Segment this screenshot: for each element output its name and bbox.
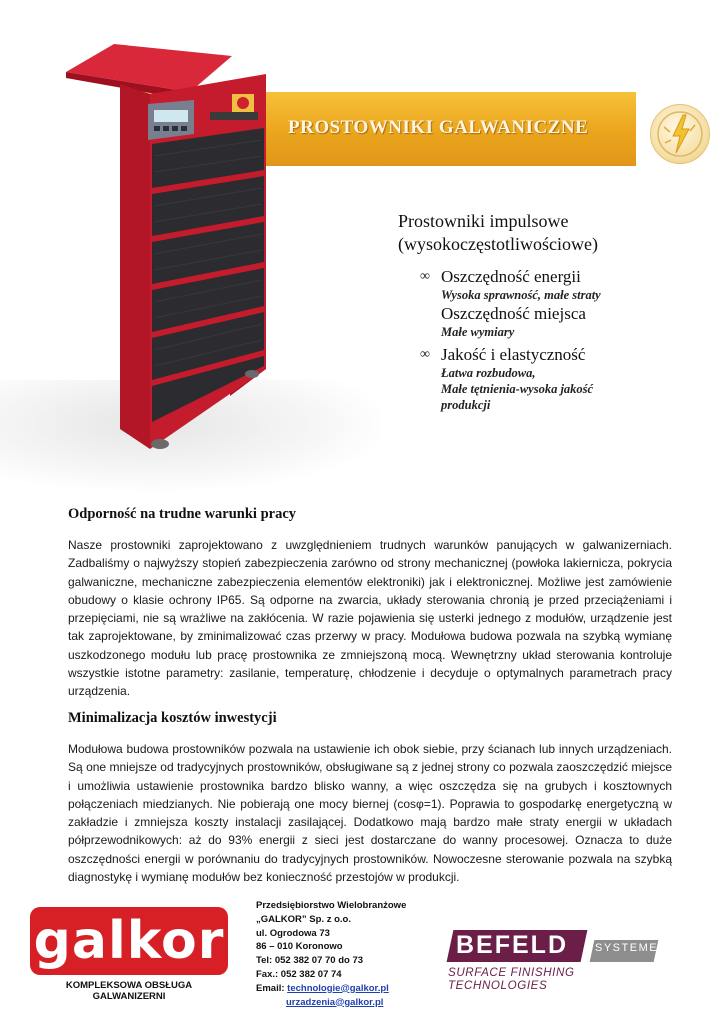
feature-item [420,344,720,413]
befeld-logo [450,930,658,990]
company-line: „GALKOR” Sp. z o.o. [256,913,351,925]
lightning-emblem-icon [650,104,710,164]
feature-subtitle: Wysoka sprawność, małe straty [441,288,601,302]
befeld-logo-systeme: SYSTEME [595,942,659,954]
product-headline [398,210,598,256]
section-paragraph: Modułowa budowa prostowników pozwala na ustawienie ich obok siebie, przy ścianach lub innych urządzeniach. Są one mniejsze od tradycyjnych prostowników, obsługiwane są z jednej strony co pozwala zaoszczędzić miejsce i umożliwia ustawienie prostownika bardzo blisko wanny, a więc oszczędza się na grubych i kosztownych połączeniach miedzianych. Nie pobierają one mocy biernej (cosφ=1). Poprawia to gospodarkę energetyczną w zakładzie i zmniejsza koszty instalacji zasilającej. Dodatkowo mają bardzo małe straty energii w układach półprzewodnikowych: aż do 93% energii z sieci jest dostarczane do wanny procesowej. Oznacza to duże oszczędności energii w porównaniu do tradycyjnych prostowników. Nowoczesne sterowanie pozwala na szybką diagnostykę i wymianę modułów bez konieczność przestojów w produkcji. [68,742,672,885]
fax-number: Fax.: 052 382 07 74 [256,968,342,980]
befeld-tagline: SURFACE FINISHING TECHNOLOGIES [448,966,575,992]
email-link-technologie[interactable]: technologie@galkor.pl [287,982,389,994]
feature-list [420,266,720,413]
phone-number: Tel: 052 382 07 70 do 73 [256,955,364,967]
address-city: 86 – 010 Koronowo [256,941,343,953]
infinity-bullet-icon: ∞ [420,347,430,362]
headline-line-2: (wysokoczęstotliwościowe) [398,234,598,254]
infinity-bullet-icon: ∞ [420,269,430,284]
address-street: ul. Ogrodowa 73 [256,927,330,939]
rectifier-cabinet-illustration [62,44,282,464]
feature-subtitle: produkcji [441,398,491,412]
company-line: Przedsiębiorstwo Wielobranżowe [256,900,407,911]
feature-subtitle: Łatwa rozbudowa, [441,366,536,380]
feature-subtitle: Małe wymiary [441,325,515,339]
befeld-logo-word: BEFELD [456,931,568,959]
headline-line-1: Prostowniki impulsowe [398,211,569,231]
feature-item [420,303,720,340]
contact-block [256,899,406,1009]
galkor-logo-text: galkor [33,911,225,971]
email-label: Email: [256,982,288,994]
feature-title: Oszczędność energii [441,267,581,286]
email-row [256,982,406,996]
feature-subtitle: Małe tętnienia-wysoka jakość [441,382,594,396]
feature-title: Oszczędność miejsca [441,304,586,323]
galkor-logo [30,907,228,975]
section-heading: Minimalizacja kosztów inwestycji [68,710,277,726]
banner-title: PROSTOWNIKI GALWANICZNE [288,117,589,138]
email-link-urzadzenia[interactable]: urzadzenia@galkor.pl [286,996,384,1008]
galkor-tagline: KOMPLEKSOWA OBSŁUGA GALWANIZERNI [65,980,193,1002]
feature-item [420,266,720,303]
email-row [256,996,406,1010]
section-paragraph: Nasze prostowniki zaprojektowano z uwzględnieniem trudnych warunków panujących w galwanizerniach. Zadbaliśmy o najwyższy stopień zabezpieczenia zarówno od strony mechanicznej (powłoka lakiernicza, pokrycia galwaniczne, mechaniczne zabezpieczenia elementów elektroniki) jak i elektronicznej. Możliwe jest zamówienie obudowy o klasie ochrony IP65. Są odporne na zwarcia, układy sterowania chronią je przed przeciążeniami i przepięciami, nie są wrażliwe na zakłócenia. W razie pojawienia się usterki jednego z modułów, urządzenie jest tak zaprojektowane, by zminimalizować czas przerwy w pracy. Modułowa budowa pozwala na szybką wymianę uszkodzonego modułu lub pracę prostownika ze zmniejszoną mocą. Wewnętrzny układ sterowania kontroluje wszystkie istotne parametry: zasilanie, temperaturę, chłodzenie i decyduje o optymalnych parametrach pracy urządzenia. [68,538,672,699]
feature-title: Jakość i elastyczność [441,345,586,364]
section-heading: Odporność na trudne warunki pracy [68,506,297,522]
